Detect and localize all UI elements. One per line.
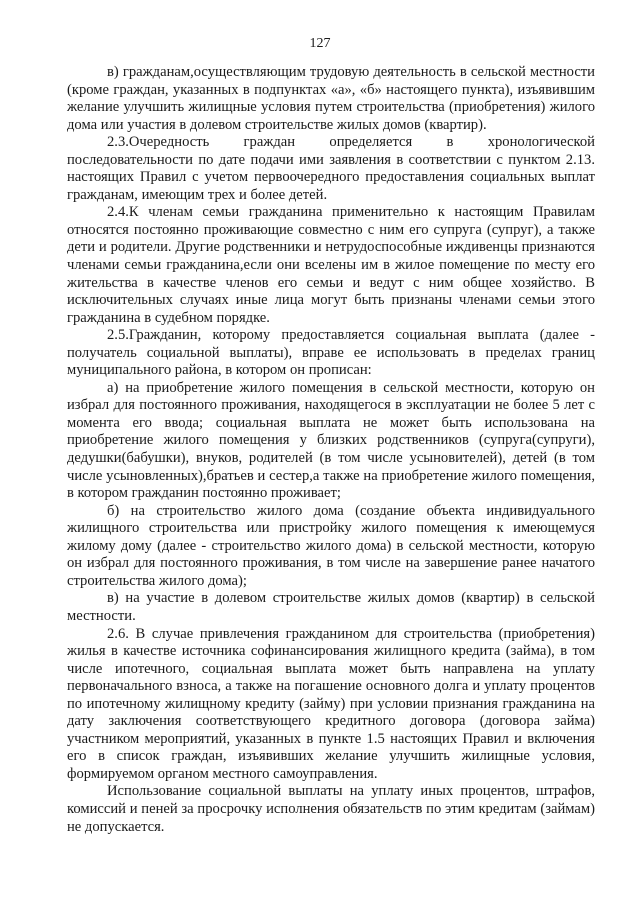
paragraph-2-2-v: в) гражданам,осуществляющим трудовую деятельность в сельской местности (кроме граждан, указанных в подпунктах «а», «б» настоящего пункта), изъявившим желание улучшить жилищные условия путем строительства (приобретения) жилого дома или участия в долевом строительстве жилых домов (квартир). bbox=[67, 64, 595, 133]
page-number: 127 bbox=[309, 36, 331, 51]
paragraph-2-5-a: а) на приобретение жилого помещения в сельской местности, которую он избрал для постоянного проживания, находящегося в эксплуатации не более 5 лет с момента его ввода; социальная выплата не может быть использована на приобретение жилого помещения у близких родственников (супруга(супруги), дедушки(бабушки), внуков, родителей (в том числе усыновителей), детей (в том числе усыновленных),братьев и сестер,а также на приобретение жилого помещения, в котором гражданин постоянно проживает; bbox=[67, 379, 595, 502]
paragraph-2-6-continuation: Использование социальной выплаты на уплату иных процентов, штрафов, комиссий и пеней за просрочку исполнения обязательств по этим кредитам (займам) не допускается. bbox=[67, 783, 595, 835]
paragraph-2-5-v: в) на участие в долевом строительстве жилых домов (квартир) в сельской местности. bbox=[67, 590, 595, 624]
paragraph-2-5-b: б) на строительство жилого дома (создание объекта индивидуального жилищного строительства или пристройку жилого помещения к имеющемуся жилому дому (далее - строительство жилого дома) в сельской местности, которую он избрал для постоянного проживания, в том числе на завершение ранее начатого строительства жилого дома); bbox=[67, 502, 595, 589]
paragraph-2-6: 2.6. В случае привлечения гражданином для строительства (приобретения) жилья в качестве источника софинансирования жилищного кредита (займа), в том числе ипотечного, социальная выплата может быть направлена на уплату первоначального взноса, а также на погашение основного долга и уплату процентов по ипотечному жилищному кредиту (займу) при условии признания гражданина на дату заключения соответствующего кредитного договора (договора займа) участником мероприятий, указанных в пункте 1.5 настоящих Правил и включения его в список граждан, изъявивших желание улучшить жилищные условия, формируемом органом местного самоуправления. bbox=[67, 625, 595, 782]
paragraph-2-5: 2.5.Гражданин, которому предоставляется социальная выплата (далее - получатель социальной выплаты), вправе ее использовать в пределах границ муниципального района, в котором он прописан: bbox=[67, 327, 595, 379]
document-body bbox=[67, 64, 595, 836]
paragraph-2-4: 2.4.К членам семьи гражданина применительно к настоящим Правилам относятся постоянно проживающие совместно с ним его супруга (супруг), а также дети и родители. Другие родственники и нетрудоспособные иждивенцы признаются членами семьи гражданина,если они вселены им в жилое помещение по месту его жительства в качестве членов его семьи и ведут с ним общее хозяйство. В исключительных случаях иные лица могут быть признаны членами семьи этого гражданина в судебном порядке. bbox=[67, 204, 595, 326]
paragraph-2-3: 2.3.Очередность граждан определяется в хронологической последовательности по дате подачи ими заявления в соответствии с пунктом 2.13. настоящих Правил с учетом первоочередного предоставления социальных выплат гражданам, имеющим трех и более детей. bbox=[67, 134, 595, 203]
